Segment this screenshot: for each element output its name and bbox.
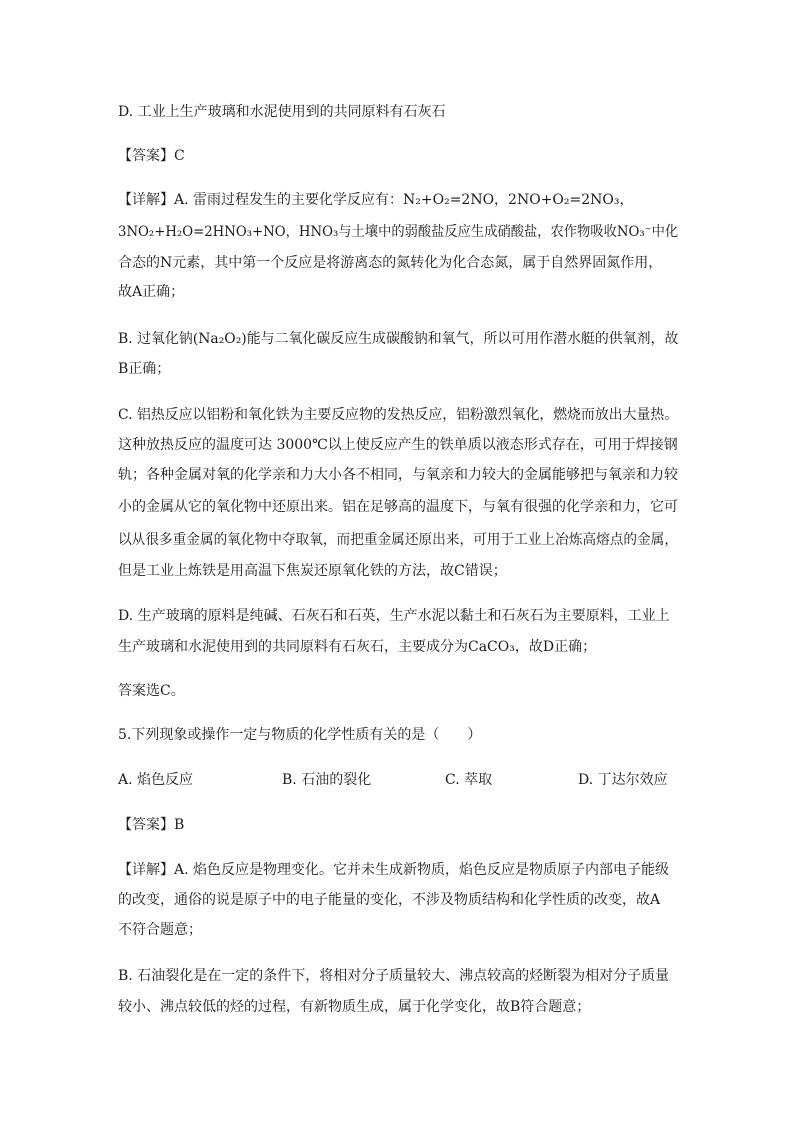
text-line: B正确； (118, 361, 171, 377)
option-c: C. 萃取 (445, 772, 493, 788)
text-line: 以从很多重金属的氧化物中夺取氧，而把重金属还原出来，可用于工业上冶炼高熔点的金属， (118, 532, 678, 548)
text-line: 【详解】A. 雷雨过程发生的主要化学反应有：N₂+O₂=2NO，2NO+O₂=2NO₃， (118, 192, 634, 208)
text-line: 【详解】A. 焰色反应是物理变化。它并未生成新物质，焰色反应是物质原子内部电子能级 (118, 862, 670, 878)
text-line: D. 工业上生产玻璃和水泥使用到的共同原料有石灰石 (118, 104, 446, 120)
question-stem: 5.下列现象或操作一定与物质的化学性质有关的是（ ） (118, 727, 482, 743)
text-line: B. 石油裂化是在一定的条件下，将相对分子质量较大、沸点较高的烃断裂为相对分子质量 (118, 968, 670, 984)
text-line: 3NO₂+H₂O=2HNO₃+NO，HNO₃与土壤中的弱酸盐反应生成硝酸盐，农作物吸收NO₃⁻中化 (118, 224, 679, 240)
answer-label: 【答案】B (118, 817, 185, 833)
text-line: 故A正确； (118, 284, 185, 300)
text-line: 不符合题意； (118, 922, 202, 938)
option-a: A. 焰色反应 (118, 772, 194, 788)
option-b: B. 石油的裂化 (282, 772, 372, 788)
text-line: D. 生产玻璃的原料是纯碱、石灰石和石英，生产水泥以黏土和石灰石为主要原料，工业上 (118, 608, 670, 624)
text-line: 的改变，通俗的说是原子中的电子能量的变化，不涉及物质结构和化学性质的改变，故A (118, 892, 661, 908)
text-line: 较小、沸点较低的烃的过程，有新物质生成，属于化学变化，故B符合题意； (118, 999, 591, 1015)
text-line: C. 铝热反应以铝粉和氧化铁为主要反应物的发热反应，铝粉激烈氧化，燃烧而放出大量热。 (118, 407, 679, 423)
answer-label: 【答案】C (118, 148, 185, 164)
text-line: 这种放热反应的温度可达 3000℃以上使反应产生的铁单质以液态形式存在，可用于焊接钢 (118, 437, 678, 453)
text-line: 轨；各种金属对氧的化学亲和力大小各不相同，与氧亲和力较大的金属能够把与氧亲和力较 (118, 467, 678, 483)
text-line: 答案选C。 (118, 683, 185, 699)
option-d: D. 丁达尔效应 (578, 772, 668, 788)
text-line: 生产玻璃和水泥使用到的共同原料有石灰石，主要成分为CaCO₃，故D正确； (118, 639, 597, 655)
text-line: 合态的N元素，其中第一个反应是将游离态的氮转化为化合态氮，属于自然界固氮作用， (118, 255, 663, 271)
text-line: 小的金属从它的氧化物中还原出来。铝在足够高的温度下，与氧有很强的化学亲和力，它可 (118, 499, 678, 515)
text-line: B. 过氧化钠(Na₂O₂)能与二氧化碳反应生成碳酸钠和氧气，所以可用作潜水艇的供氧剂，故 (118, 331, 679, 347)
text-line: 但是工业上炼铁是用高温下焦炭还原氧化铁的方法，故C错误； (118, 563, 507, 579)
